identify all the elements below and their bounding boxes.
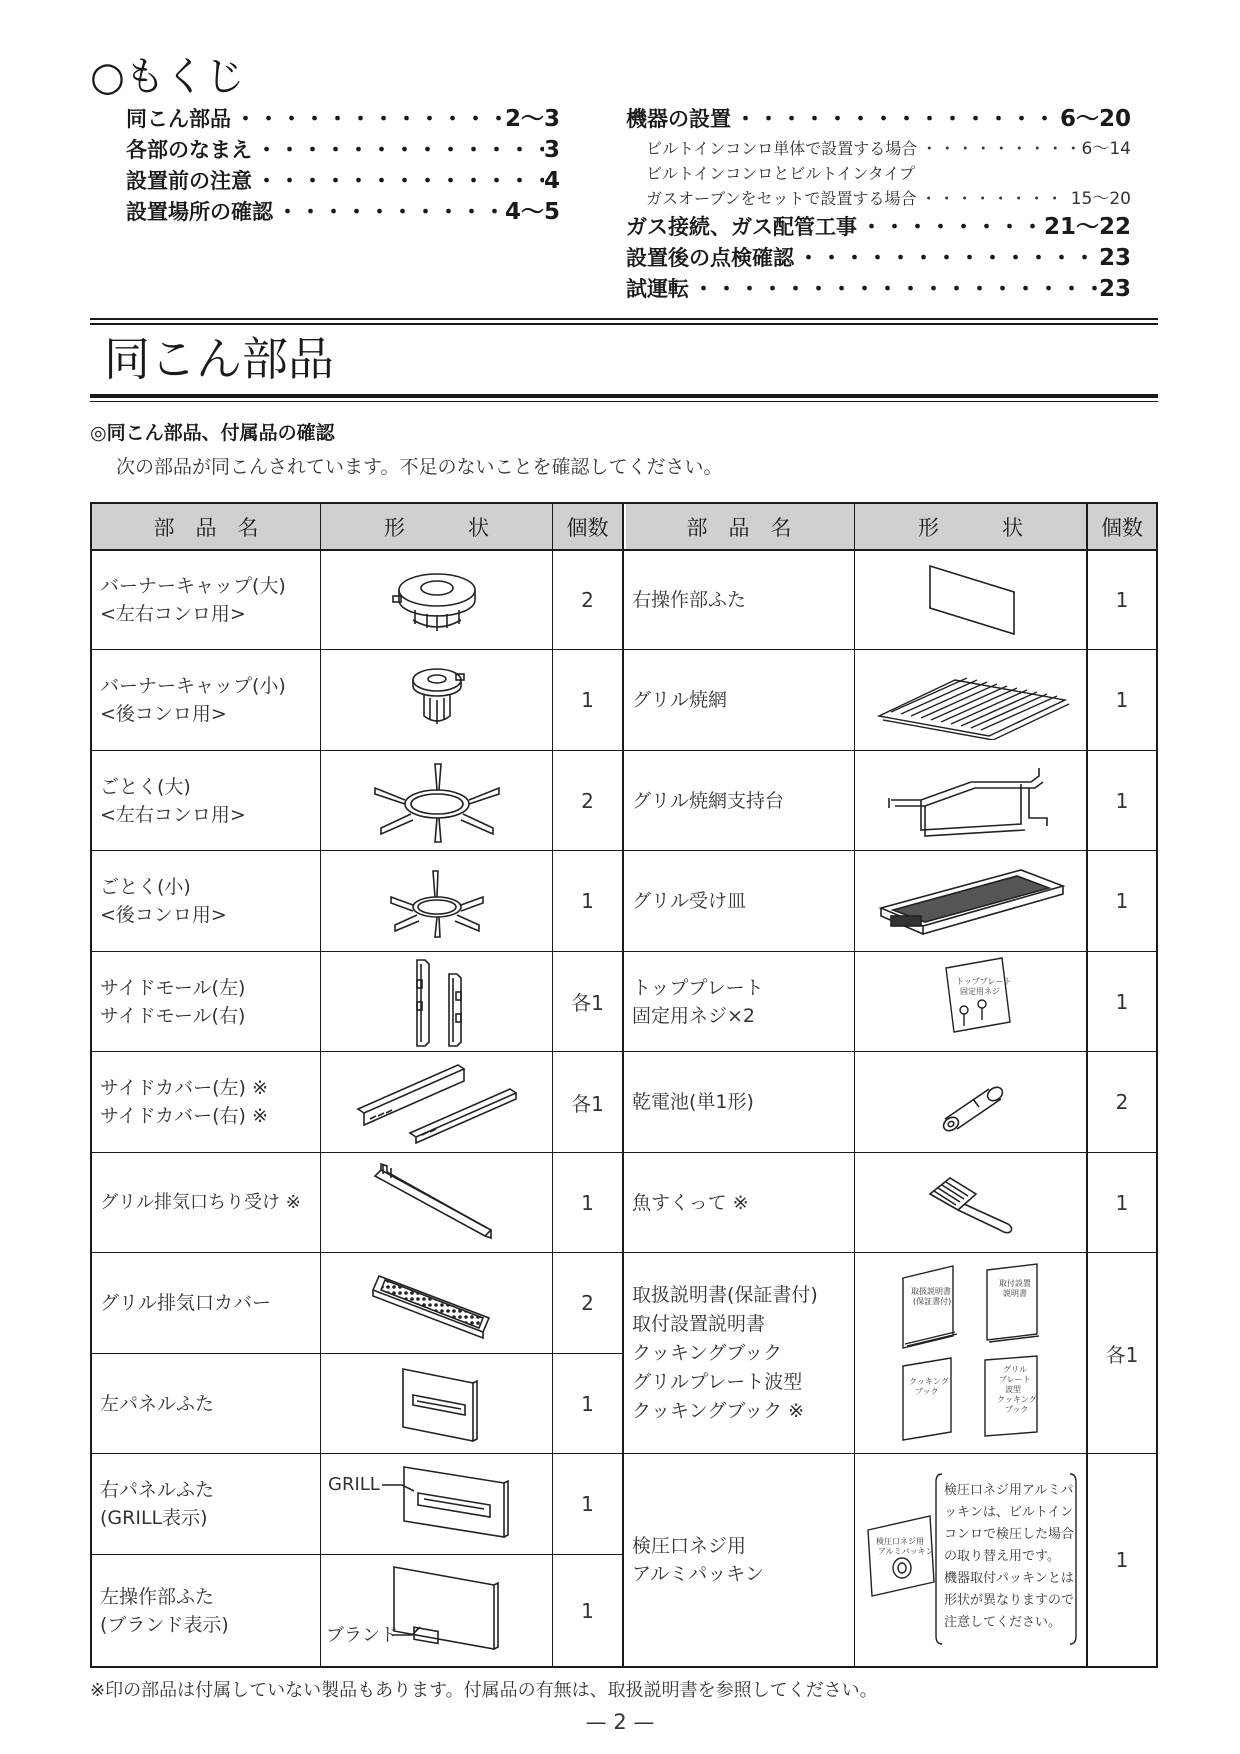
part-name [92, 1354, 328, 1453]
toc-leader [731, 104, 1060, 134]
grill-exhaust-cover-drawing [321, 1253, 552, 1353]
toc-entry[interactable] [626, 243, 1131, 273]
grill-rack-drawing [855, 650, 1086, 750]
part-name [92, 1052, 328, 1152]
header-shape: 形 状 [384, 515, 489, 540]
toc-entry-page: 6〜20 [1059, 106, 1131, 132]
part-quantity: 1 [581, 688, 594, 712]
cookbook-label: ブック [914, 1387, 938, 1396]
part-name-line: 取付設置説明書 [632, 1312, 766, 1335]
toc-entry-label: ガスオーブンをセットで設置する場合 [646, 189, 917, 208]
part-quantity: 1 [1115, 688, 1129, 712]
toc-entry-page: 23 [1098, 276, 1131, 302]
header-part-name: 部 品 名 [153, 515, 259, 540]
toc-entry-label: ガス接続、ガス配管工事 [626, 215, 857, 239]
part-name [92, 1253, 328, 1353]
cookbook-label: ブック [1004, 1405, 1028, 1414]
toc-leader [252, 166, 544, 196]
part-quantity: 1 [1115, 989, 1129, 1014]
toc-entry-label: 各部のなまえ [126, 138, 252, 162]
table-border [1156, 502, 1158, 1668]
side-cover-drawing [321, 1052, 552, 1152]
toc-entry-label: 設置前の注意 [126, 169, 252, 193]
toc-subentry-line: ビルトインコンロとビルトインタイプ [646, 164, 915, 183]
right-panel-lid-drawing [321, 1454, 552, 1554]
header-quantity: 個数 [566, 515, 609, 540]
part-quantity: 各1 [571, 991, 604, 1015]
header-quantity: 個数 [1101, 515, 1143, 540]
part-name [624, 1052, 862, 1152]
part-name-line: 固定用ネジ×2 [632, 1004, 756, 1027]
part-name-line: <後コンロ用> [100, 703, 227, 725]
toc-entry[interactable] [126, 135, 560, 165]
toc-leader [917, 137, 1081, 161]
right-control-lid-drawing [855, 551, 1086, 649]
part-name-line: グリル焼網支持台 [632, 789, 785, 812]
section-title: 同こん部品 [104, 332, 334, 386]
part-name-line: バーナーキャップ(小) [100, 675, 286, 697]
page-number: — 2 — [585, 1710, 655, 1734]
part-name-line: (ブランド表示) [100, 1613, 229, 1636]
part-name [92, 751, 328, 850]
part-name-line: (GRILL表示) [100, 1507, 208, 1529]
part-name-line: 左操作部ふた [100, 1585, 215, 1608]
part-name-line: <左右コンロ用> [100, 603, 246, 625]
part-name-line: グリル排気口カバー [100, 1292, 272, 1314]
toc-entry-page: 2〜3 [504, 106, 560, 132]
toc-entry-page: 21〜22 [1043, 214, 1131, 240]
part-quantity: 2 [581, 788, 594, 813]
part-name-line: グリルプレート波型 [632, 1370, 803, 1393]
cookbook-label: クッキング [996, 1395, 1037, 1404]
part-quantity: 各1 [571, 1091, 604, 1116]
toc-leader [857, 212, 1044, 242]
toc-subentry[interactable] [646, 137, 1131, 161]
packing-note-line: 注意してください。 [944, 1615, 1062, 1630]
part-quantity: 1 [1115, 889, 1129, 913]
trivet-large-drawing [321, 751, 552, 850]
bag-label: トッププレート [955, 976, 1011, 986]
toc-entry-page: 4〜5 [504, 199, 560, 225]
part-name-line: 右操作部ふた [632, 589, 747, 611]
toc-entry-label: ビルトインコンロ単体で設置する場合 [646, 139, 918, 158]
part-name-line: バーナーキャップ(大) [100, 575, 286, 597]
battery-drawing [855, 1052, 1086, 1152]
part-quantity: 1 [581, 889, 594, 913]
part-name-line: サイドカバー(右) ※ [100, 1105, 268, 1127]
toc-entry-label: 機器の設置 [626, 107, 731, 131]
burner-cap-small-drawing [321, 650, 552, 750]
grill-rack-support-drawing [855, 751, 1086, 850]
toc-entry-page: 15〜20 [1070, 189, 1131, 209]
toc-entry[interactable] [126, 197, 560, 227]
part-quantity: 1 [1115, 1190, 1129, 1215]
subsection-title: ◎同こん部品、付属品の確認 [90, 422, 335, 444]
part-name-line: サイドモール(左) [100, 976, 246, 999]
part-name [92, 551, 328, 649]
grill-exhaust-filter-drawing [321, 1153, 552, 1252]
part-quantity: 1 [581, 1492, 594, 1516]
heading-rule [90, 323, 1158, 325]
packing-bag-label: 検圧口ネジ用 [876, 1537, 924, 1546]
left-control-lid-drawing [321, 1555, 552, 1666]
part-name [92, 1555, 328, 1666]
packing-note-line: の取り替え用です。 [944, 1549, 1060, 1564]
manual-label: (保証書付) [912, 1297, 951, 1306]
part-name-line: トッププレート [632, 976, 764, 999]
part-name-line: グリル排気口ちり受け ※ [100, 1191, 301, 1213]
toc-entry-page: 23 [1098, 245, 1131, 271]
part-name-line: ごとく(大) [100, 775, 191, 798]
toc-leader [794, 243, 1099, 273]
footnote: ※印の部品は付属していない製品もあります。付属品の有無は、取扱説明書を参照してください。 [90, 1680, 878, 1701]
part-quantity: 1 [1115, 1548, 1129, 1572]
burner-cap-large-drawing [321, 551, 552, 649]
manual-label: 取付設置 [998, 1279, 1031, 1288]
part-name-line: サイドモール(右) [100, 1004, 246, 1027]
packing-note-line: コンロで検圧した場合 [944, 1527, 1075, 1542]
packing-bag-label: アルミパッキン [878, 1547, 934, 1556]
toc-title: ○もくじ [90, 54, 245, 100]
part-name-line: 検圧口ネジ用 [632, 1535, 747, 1557]
parts-table [90, 502, 1158, 1668]
part-name-line: 右パネルふた [100, 1479, 215, 1501]
toc-entry[interactable] [626, 212, 1131, 242]
table-border [90, 1666, 1158, 1668]
toc-entry-label: 同こん部品 [126, 107, 231, 131]
side-mold-drawing [321, 952, 552, 1051]
packing-note-line: 検圧口ネジ用アルミパ [944, 1483, 1074, 1498]
trivet-small-drawing [321, 851, 552, 951]
heading-rule [90, 401, 1158, 402]
toc-entry-page: 4 [543, 168, 560, 194]
part-name [624, 751, 862, 850]
packing-note-line: ッキンは、ビルトイン [944, 1505, 1074, 1520]
header-part-name: 部 品 名 [686, 515, 792, 540]
toc-entry-page: 6〜14 [1081, 139, 1131, 159]
part-quantity: 1 [1115, 588, 1129, 612]
cookbook-label: クッキング [908, 1377, 949, 1386]
part-name-line: 左パネルふた [100, 1392, 215, 1415]
manual-label: 取扱説明書 [910, 1287, 951, 1296]
toc-entry-label: 設置場所の確認 [126, 200, 273, 224]
part-name-line: グリル受け皿 [632, 890, 747, 912]
toc-entry-label: 試運転 [626, 277, 689, 301]
toc-leader [252, 135, 544, 165]
bag-label: 固定用ネジ [959, 986, 1000, 996]
grill-label: GRILL [328, 1474, 380, 1495]
part-name [624, 1153, 862, 1252]
part-name-line: アルミパッキン [632, 1563, 765, 1585]
part-name-line: サイドカバー(左) ※ [100, 1077, 268, 1099]
heading-rule [90, 318, 1158, 320]
intro-text: 次の部品が同こんされています。不足のないことを確認してください。 [116, 456, 723, 478]
part-name [624, 1253, 862, 1453]
part-name-line: ごとく(小) [100, 876, 191, 898]
part-name-line: クッキングブック [632, 1341, 783, 1364]
toc-subentry[interactable] [646, 187, 1131, 211]
part-quantity: 2 [581, 1291, 594, 1315]
part-name [624, 1454, 862, 1666]
toc-entry[interactable] [626, 104, 1131, 134]
toc-entry[interactable] [626, 274, 1131, 304]
toc-entry[interactable] [126, 166, 560, 196]
part-quantity: 1 [581, 1598, 594, 1623]
toc-leader [273, 197, 505, 227]
part-name-line: 取扱説明書(保証書付) [632, 1283, 818, 1306]
part-quantity: 1 [1115, 788, 1129, 813]
left-panel-lid-drawing [321, 1354, 552, 1453]
toc-entry-label: 設置後の点検確認 [626, 246, 794, 270]
fish-scoop-drawing [855, 1153, 1086, 1252]
part-quantity: 1 [581, 1391, 594, 1416]
part-name-line: <後コンロ用> [100, 904, 227, 926]
packing-note-line: 機器取付パッキンとは [944, 1571, 1074, 1586]
part-name-line: <左右コンロ用> [100, 803, 246, 826]
part-name [92, 650, 328, 750]
part-name [92, 1153, 328, 1252]
cookbook-label: プレート [998, 1375, 1031, 1384]
part-quantity: 1 [581, 1190, 594, 1215]
part-name [92, 851, 328, 951]
heading-rule [90, 394, 1158, 398]
screw-bag-drawing [855, 952, 1086, 1051]
part-name [624, 551, 862, 649]
part-name-line: 乾電池(単1形) [632, 1091, 754, 1113]
toc-leader [231, 104, 505, 134]
cookbook-label: 波型 [1004, 1385, 1021, 1394]
part-quantity: 2 [1115, 1090, 1129, 1114]
part-name-line: 魚すくって ※ [632, 1191, 749, 1214]
toc-entry-page: 3 [543, 137, 560, 163]
toc-leader [689, 274, 1099, 304]
brand-label: ブランド [326, 1624, 398, 1646]
part-name [92, 952, 328, 1051]
toc-leader [917, 187, 1071, 211]
packing-note-line: 形状が異なりますので [944, 1593, 1075, 1608]
header-shape: 形 状 [918, 515, 1023, 540]
part-name [624, 851, 862, 951]
part-quantity: 2 [581, 588, 594, 612]
manual-label: 説明書 [1002, 1289, 1027, 1298]
part-name [624, 650, 862, 750]
aluminum-packing-drawing [855, 1454, 1086, 1666]
part-name [92, 1454, 328, 1554]
manuals-drawing [855, 1253, 1086, 1453]
grill-tray-drawing [855, 851, 1086, 951]
part-name-line: グリル焼網 [632, 689, 728, 711]
part-name [624, 952, 862, 1051]
cookbook-label: グリル [1002, 1365, 1027, 1374]
part-quantity: 各1 [1105, 1342, 1139, 1367]
toc-entry[interactable] [126, 104, 560, 134]
part-name-line: クッキングブック ※ [632, 1399, 805, 1422]
